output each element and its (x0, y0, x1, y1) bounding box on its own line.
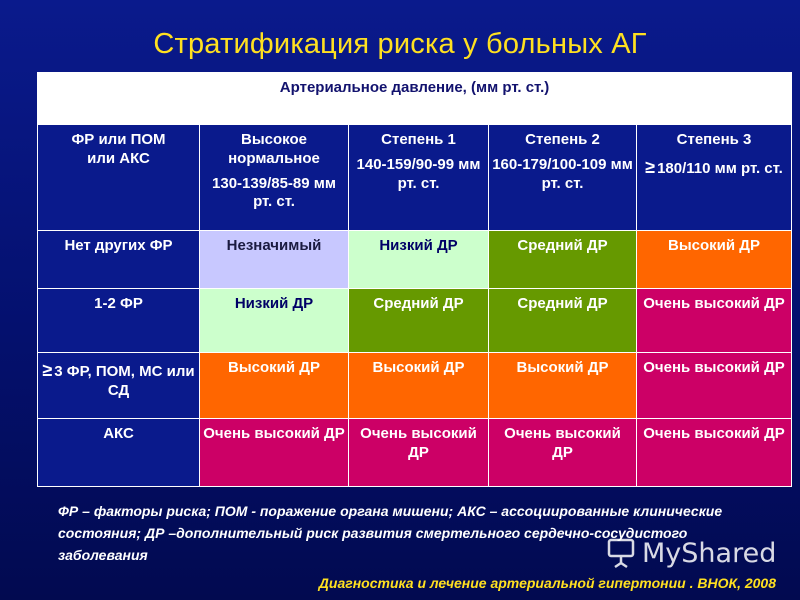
footnote: ФР – факторы риска; ПОМ - поражение органа мишени; АКС – ассоциированные клинические состояния; ДР –дополнительный риск развития смертельного сердечно-сосудистого заболевания (58, 503, 723, 563)
header-grade-1 (349, 125, 489, 231)
risk-cell: Средний ДР (489, 231, 637, 289)
watermark-logo (606, 537, 776, 569)
row-label-1-2-rf: 1-2 ФР (38, 289, 200, 353)
risk-cell: Очень высокий ДР (637, 353, 792, 419)
header-high-normal (200, 125, 349, 231)
header-range: 130-139/85-89 мм рт. ст. (212, 174, 336, 211)
header-range-value: 180/110 мм рт. ст. (657, 159, 783, 177)
header-line: ФР или ПОМ (71, 131, 166, 148)
risk-stratification-table (37, 72, 792, 487)
header-risk-factors (38, 125, 200, 231)
greater-equal-symbol: ≥ (645, 156, 656, 177)
blood-pressure-banner: Артериальное давление, (мм рт. ст.) (38, 73, 792, 125)
header-line: нормальное (228, 149, 320, 167)
header-line: или АКС (87, 149, 150, 167)
slide-title: Стратификация риска у больных АГ (153, 28, 647, 60)
row-label-no-other-rf: Нет других ФР (38, 231, 200, 289)
source-citation: Диагностика и лечение артериальной гипертонии . ВНОК, 2008 (318, 575, 776, 591)
risk-cell: Средний ДР (349, 289, 489, 353)
header-range: 160-179/100-109 мм рт. ст. (492, 155, 633, 192)
risk-cell: Низкий ДР (349, 231, 489, 289)
header-line: Степень 1 (381, 131, 456, 148)
risk-cell: Очень высокий ДР (637, 419, 792, 487)
risk-cell: Средний ДР (489, 289, 637, 353)
header-line: Степень 3 (676, 131, 752, 148)
header-grade-3 (637, 125, 792, 231)
row-label-text: 3 ФР, ПОМ, МС или СД (54, 363, 195, 399)
risk-cell: Незначимый (200, 231, 349, 289)
header-grade-2 (489, 125, 637, 231)
row-label-akc: АКС (38, 419, 200, 487)
risk-cell: Очень высокий ДР (349, 419, 489, 487)
risk-cell: Высокий ДР (637, 231, 792, 289)
greater-equal-symbol: ≥ (42, 360, 53, 380)
risk-cell: Низкий ДР (200, 289, 349, 353)
presentation-icon (606, 537, 636, 569)
risk-cell: Высокий ДР (489, 353, 637, 419)
risk-cell: Очень высокий ДР (200, 419, 349, 487)
row-label-3-rf (38, 353, 200, 419)
risk-cell: Высокий ДР (200, 353, 349, 419)
header-range: 140-159/90-99 мм рт. ст. (356, 155, 481, 192)
header-line: Степень 2 (525, 131, 600, 148)
header-line: Высокое (241, 131, 307, 148)
header-range (640, 156, 788, 179)
risk-cell: Высокий ДР (349, 353, 489, 419)
risk-cell: Очень высокий ДР (489, 419, 637, 487)
risk-cell: Очень высокий ДР (637, 289, 792, 353)
watermark-text: MyShared (642, 537, 777, 569)
